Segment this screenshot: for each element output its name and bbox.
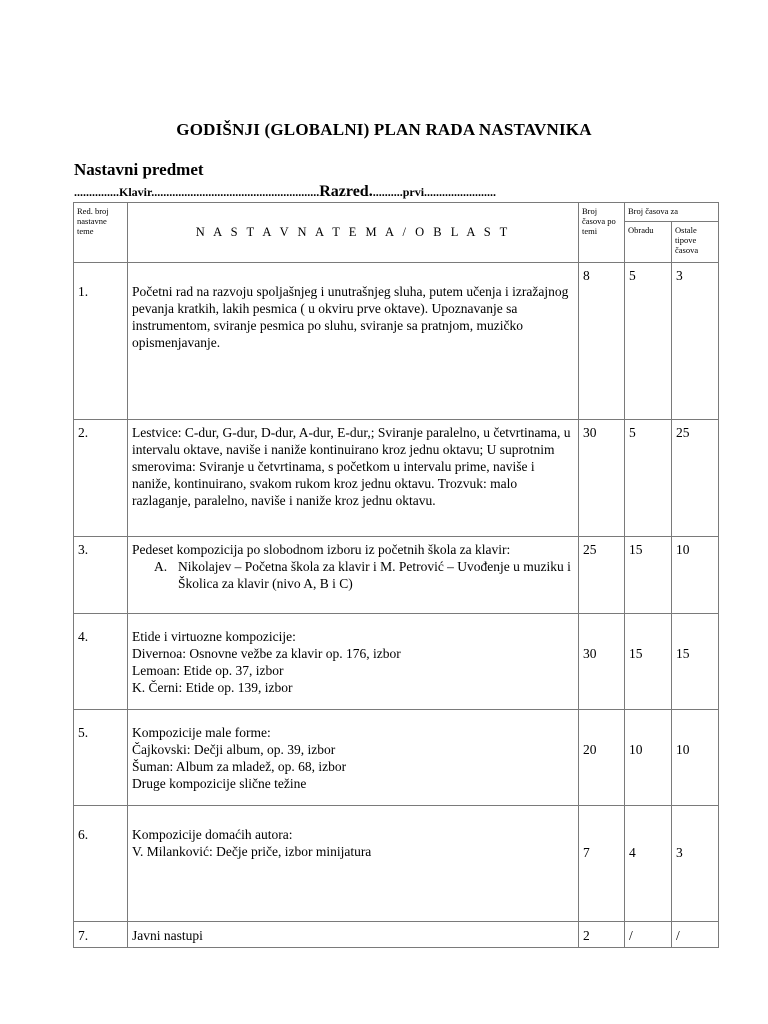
plan-table: [73, 202, 719, 948]
header-topic: N A S T A V N A T E M A / O B L A S T: [128, 203, 579, 263]
row-other: 3: [672, 806, 719, 922]
row-total: 8: [579, 263, 625, 420]
topic-line: Čajkovski: Dečji album, op. 39, izbor: [132, 742, 336, 757]
topic-line: V. Milanković: Dečje priče, izbor minijatura: [132, 844, 372, 859]
header-hours-for: Broj časova za: [625, 203, 719, 222]
topic-line: Druge kompozicije slične težine: [132, 776, 307, 791]
row-number: 5.: [74, 710, 128, 806]
subject-value: Klavir: [119, 185, 152, 199]
row-processing: 15: [625, 614, 672, 710]
row-number: 3.: [74, 537, 128, 614]
row-processing: 15: [625, 537, 672, 614]
row-other: 25: [672, 420, 719, 537]
row-total: 25: [579, 537, 625, 614]
row-processing: 5: [625, 263, 672, 420]
topic-line: Kompozicije male forme:: [132, 725, 271, 740]
row-topic: [128, 263, 579, 420]
row-topic: [128, 806, 579, 922]
topic-list: [132, 558, 574, 592]
grade-label: Razred.: [319, 183, 373, 200]
header-total: Broj časova po temi: [579, 203, 625, 263]
list-item: [154, 558, 574, 592]
topic-line: Etide i virtuozne kompozicije:: [132, 629, 296, 644]
leader-dots: ..........: [372, 185, 403, 199]
topic-line: Šuman: Album za mladež, op. 68, izbor: [132, 759, 347, 774]
row-topic: [128, 537, 579, 614]
list-item-text: Nikolajev – Početna škola za klavir i M. Petrović – Uvođenje u muziku i Školica za klavir (nivo A, B i C): [178, 559, 571, 591]
table-row: [74, 922, 719, 948]
row-number: 7.: [74, 922, 128, 948]
table-header-row: [74, 203, 719, 222]
table-row: [74, 263, 719, 420]
table-row: [74, 710, 719, 806]
topic-line: Početni rad na razvoju spoljašnjeg i unutrašnjeg sluha, putem učenja i izražajnog pevanja kratkih, lakih pesmica ( u okviru prve oktave). Upoznavanje sa instrumentom, sviranje pesmica po sluhu, sviranje sa pratnjom, muzičko opismenjavanje.: [132, 284, 569, 350]
topic-line: Lestvice: C-dur, G-dur, D-dur, A-dur, E-dur,; Sviranje paralelno, u četvrtinama, u intervalu oktave, naviše i naniže kontinuirano kroz jednu oktavu; U suprotnim smerovima: Sviranje u četvrtinama, s početkom u intervalu prime, naviše i naniže, kontinuirano, svakom rukom kroz jednu oktavu. Trozvuk: malo razlaganje, paralelno, naviše i naniže kroz jednu oktavu.: [132, 425, 571, 508]
topic-line: Javni nastupi: [132, 928, 203, 943]
grade-value: prvi: [402, 185, 425, 199]
header-number: Red. broj nastavne teme: [74, 203, 128, 263]
table-row: [74, 806, 719, 922]
row-other: 3: [672, 263, 719, 420]
row-topic: [128, 614, 579, 710]
document-title: GODIŠNJI (GLOBALNI) PLAN RADA NASTAVNIKA: [176, 120, 592, 139]
row-processing: 5: [625, 420, 672, 537]
leader-dots: ........................................................: [151, 185, 320, 199]
row-number: 2.: [74, 420, 128, 537]
row-total: 30: [579, 420, 625, 537]
topic-line: Lemoan: Etide op. 37, izbor: [132, 663, 284, 678]
table-row: [74, 614, 719, 710]
row-topic: [128, 922, 579, 948]
topic-line: Pedeset kompozicija po slobodnom izboru iz početnih škola za klavir:: [132, 542, 511, 557]
row-number: 6.: [74, 806, 128, 922]
subject-line: [74, 183, 496, 201]
row-other: /: [672, 922, 719, 948]
list-marker: A.: [154, 559, 168, 574]
leader-dots: ...............: [74, 185, 119, 199]
row-topic: [128, 420, 579, 537]
header-processing: Obradu: [625, 222, 672, 263]
table-row: [74, 420, 719, 537]
row-processing: 10: [625, 710, 672, 806]
subject-heading: Nastavni predmet: [74, 160, 204, 179]
row-processing: /: [625, 922, 672, 948]
row-other: 10: [672, 710, 719, 806]
row-topic: [128, 710, 579, 806]
row-total: 20: [579, 710, 625, 806]
topic-line: Kompozicije domaćih autora:: [132, 827, 293, 842]
leader-dots: ........................: [424, 185, 497, 199]
row-total: 2: [579, 922, 625, 948]
row-number: 1.: [74, 263, 128, 420]
topic-line: Divernoa: Osnovne vežbe za klavir op. 176, izbor: [132, 646, 401, 661]
row-other: 15: [672, 614, 719, 710]
row-other: 10: [672, 537, 719, 614]
topic-line: K. Černi: Etide op. 139, izbor: [132, 680, 293, 695]
header-other: Ostale tipove časova: [672, 222, 719, 263]
row-processing: 4: [625, 806, 672, 922]
row-number: 4.: [74, 614, 128, 710]
row-total: 7: [579, 806, 625, 922]
table-row: [74, 537, 719, 614]
row-total: 30: [579, 614, 625, 710]
